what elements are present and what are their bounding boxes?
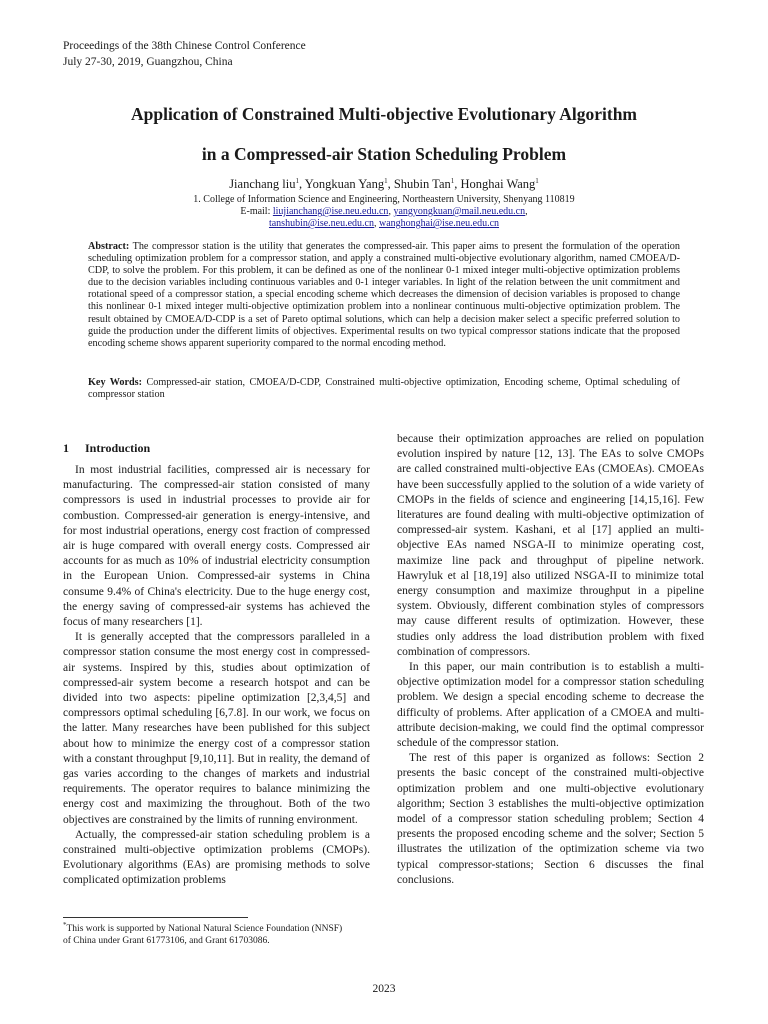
body-paragraph: In this paper, our main contribution is to establish a multi-objective optimization model for a compressor station scheduling problem. We design a special encoding scheme to decrease the difficulty of problems. After application of a CMOEA and multi-attribute decision-making, we could find the optimal compressor schedule of the compressor station. xyxy=(397,661,704,750)
footnote-line-1 xyxy=(63,920,383,935)
body-paragraph: because their optimization approaches are relied on population evolution inspired by nature [12, 13]. The EAs to solve CMOPs are called constrained multi-objective EAs (CMOEAs). CMOEAs have been successfully applied to the solution of a wide variety of CMOPs in the fields of science and engineering [14,15,16]. Few literatures are found dealing with multi-objective optimization of compressed-air system. Kashani, et al [17] applied an multi-objective EAs named NSGA-II to minimize operating cost, maximize line pack and throughput of pipeline network. Hawryluk et al [18,19] also utilized NSGA-II to minimize total energy consumption and maximize throughput in a pipeline system. Obviously, different combination styles of compressors may cause different results of optimization. However, these studies only address the load distribution problem with fixed combination of compressors. xyxy=(397,433,704,658)
paper-title-line-1: Application of Constrained Multi-objective Evolutionary Algorithm xyxy=(130,104,638,124)
email-label: E-mail: xyxy=(240,206,273,217)
footnote xyxy=(63,920,383,947)
affiliation-block xyxy=(40,194,728,230)
body-paragraph: In most industrial facilities, compressed air is necessary for manufacturing. The compressed-air station consisted of many compressors is used in industrial processes to provide air for combustion. Compressed-air generation is energy-intensive, and for most industrial operations, energy cost fraction of compressed air is huge compared with overall energy costs. Compressed air accounts for as much as 10% of industrial electricity consumption in the European Union. Compressed-air systems in China consume 9.4% of China's electricity. Due to the huge energy cost, the energy saving of compressed-air systems has achieved the focus of many researchers [1]. xyxy=(63,464,370,629)
author-name: Jianchang liu xyxy=(229,177,296,191)
email-line-1: E-mail: liujianchang@ise.neu.edu.cn, yangyongkuan@mail.neu.edu.cn, xyxy=(240,206,528,217)
body-paragraph: It is generally accepted that the compressors paralleled in a compressor station consume the most energy cost in compressed-air systems. Inspired by this, studies about optimization of compressed-air system become a research hotspot and can be divided into two aspects: pipeline optimization [2,3,4,5] and compressors optimal scheduling [6,7.8]. In our work, we focus on the latter. Many researches have been published for this subject about how to minimize the energy cost of a compressor station with a constant throughput [9,10,11]. But in reality, the demand of gas varies according to the changes of markets and industrial requirements. The operator requires to balance minimizing the energy cost and maximizing the throughout. Both of the two objectives are constrained by the limits of running environment. xyxy=(63,631,370,826)
conference-name: Proceedings of the 38th Chinese Control Conference xyxy=(63,40,306,52)
page-number: 2023 xyxy=(372,983,396,995)
section-title: Introduction xyxy=(85,441,151,455)
author-affiliation-mark: 1 xyxy=(295,176,299,185)
author-separator: , xyxy=(387,177,394,191)
section-heading xyxy=(63,441,150,456)
left-column xyxy=(63,463,370,889)
keywords-label: Key Words: xyxy=(88,377,143,388)
right-column xyxy=(397,432,704,888)
abstract-text: The compressor station is the utility that generates the compressed-air. This paper aims to present the formulation of the operation scheduling optimization problem for a compressor station, and apply a constrained multi-objective evolutionary algorithm, named CMOEA/D-CDP, to solve the problem. For this problem, it can be defined as one of the nonlinear 0-1 mixed integer multi-objective optimization problems due to the decision variables including continuous variables and 0-1 integer variables. In light of the relation between the unit commitment and rotational speed of a compressor station, a special encoding scheme which decreases the dimension of decision variables is proposed to change this nonlinear 0-1 mixed integer multi-objective optimization problem into a nonlinear continuous multi-objective optimization problem. The result obtained by CMOEA/D-CDP is a set of Pareto optimal solutions, which can help a decision maker select a specific preferred solution to guide the production under the different limits of objectives. Experimental results on two typical compressor stations indicate that the proposed encoding scheme shows apparent superiority compared to the normal encoding method. xyxy=(88,241,680,349)
author-affiliation-mark: 1 xyxy=(535,176,539,185)
body-paragraph: Actually, the compressed-air station scheduling problem is a constrained multi-objective optimization problems (CMOPs). Evolutionary algorithms (EAs) are promising methods to solve complicated optimization problems xyxy=(63,828,370,887)
author-list xyxy=(40,177,728,192)
section-number: 1 xyxy=(63,441,69,455)
footnote-line-2: of China under Grant 61773106, and Grant 61703086. xyxy=(63,936,270,946)
conference-date-location: July 27-30, 2019, Guangzhou, China xyxy=(63,56,233,68)
author-name: Honghai Wang xyxy=(460,177,536,191)
footnote-rule xyxy=(63,917,248,918)
author-name: Shubin Tan xyxy=(393,177,451,191)
email-link[interactable]: tanshubin@ise.neu.edu.cn xyxy=(268,218,374,229)
author-separator: , xyxy=(299,177,305,191)
email-link[interactable]: yangyongkuan@mail.neu.edu.cn xyxy=(393,206,526,217)
email-link[interactable]: wanghonghai@ise.neu.edu.cn xyxy=(379,218,500,229)
author-affiliation-mark: 1 xyxy=(450,176,455,185)
affiliation-text: 1. College of Information Science and Engineering, Northeastern University, Shenyang 110819 xyxy=(193,194,575,205)
abstract xyxy=(88,241,680,350)
conference-header xyxy=(63,38,306,70)
body-paragraph: The rest of this paper is organized as follows: Section 2 presents the basic concept of the constrained multi-objective optimization problem and one multi-objective evolutionary algorithm; Section 3 establishes the multi-objective optimization model of a compressor station scheduling problem; Section 4 presents the proposed encoding scheme and the solver; Section 5 illustrates the utilization of the optimization scheme via two typical compressor-stations; Section 6 discusses the final conclusions. xyxy=(397,752,704,886)
keywords xyxy=(88,377,680,401)
author-name: Yongkuan Yang xyxy=(304,177,385,191)
abstract-label: Abstract: xyxy=(88,241,130,252)
keywords-text: Compressed-air station, CMOEA/D-CDP, Constrained multi-objective optimization, Encoding scheme, Optimal scheduling of compressor station xyxy=(88,377,680,401)
footnote-text: This work is supported by National Natural Science Foundation (NNSF) xyxy=(66,924,343,934)
email-line-2: tanshubin@ise.neu.edu.cn, wanghonghai@ise.neu.edu.cn xyxy=(268,218,500,229)
author-separator: , xyxy=(454,177,461,191)
paper-title-line-2: in a Compressed-air Station Scheduling Problem xyxy=(201,144,567,164)
author-affiliation-mark: 1 xyxy=(384,176,388,185)
footnote-marker: * xyxy=(63,920,67,929)
email-link[interactable]: liujianchang@ise.neu.edu.cn xyxy=(272,206,389,217)
